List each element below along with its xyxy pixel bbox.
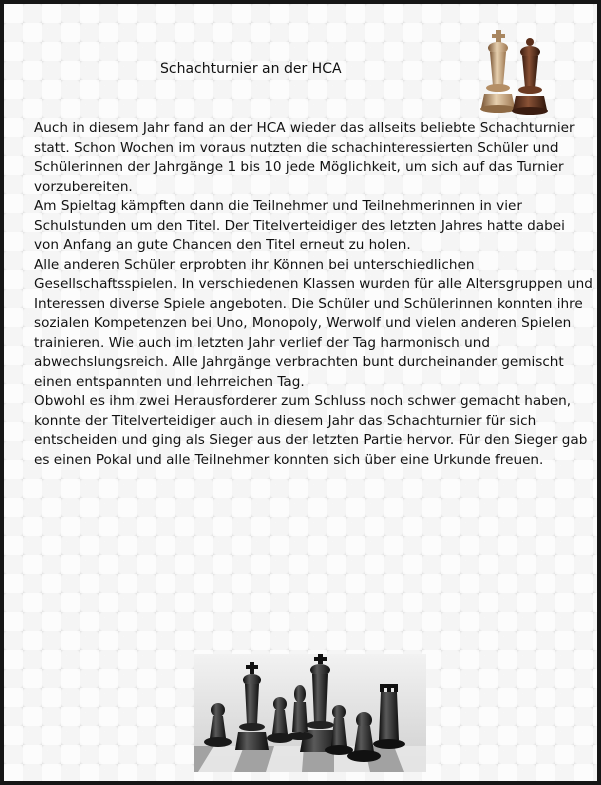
chess-pieces-icon [466, 28, 558, 120]
chess-pieces-photo-icon [194, 654, 426, 772]
paragraph: Am Spieltag kämpften dann die Teilnehmer und Teilnehmerinnen in vier Schulstunden um den Titel. Der Titelverteidiger des letzten Jahres hatte dabei von Anfang an gute Chancen den Titel erneut zu holen. [34, 198, 565, 253]
article-body [34, 119, 594, 470]
light-king-icon [480, 30, 516, 113]
document-title: Schachturnier an der HCA [160, 61, 342, 77]
paragraph: Obwohl es ihm zwei Herausforderer zum Schluss noch schwer gemacht haben, konnte der Titelverteidiger auch in diesem Jahr das Schachturnier für sich entscheiden und ging als Sieger aus der letzten Partie hervor. Für den Sieger gab es einen Pokal und alle Teilnehmer konnten sich über eine Urkunde freuen. [34, 393, 588, 468]
dark-queen-icon [512, 38, 548, 115]
paragraph: Auch in diesem Jahr fand an der HCA wieder das allseits beliebte Schachturnier statt. Schon Wochen im voraus nutzten die schachinteressierten Schüler und Schülerinnen der Jahrgänge 1 bis 10 jede Möglichkeit, um sich auf das Turnier vorzubereiten. [34, 120, 575, 195]
paragraph: Alle anderen Schüler erprobten ihr Können bei unterschiedlichen Gesellschaftsspielen. In verschiedenen Klassen wurden für alle Altersgruppen und Interessen diverse Spiele angeboten. Die Schüler und Schülerinnen konnten ihre sozialen Kompetenzen bei Uno, Monopoly, Werwolf und vielen anderen Spielen trainieren. Wie auch im letzten Jahr verlief der Tag harmonisch und abwechslungsreich. Alle Jahrgänge verbrachten bunt durcheinander gemischt einen entspannten und lehrreichen Tag. [34, 256, 593, 390]
